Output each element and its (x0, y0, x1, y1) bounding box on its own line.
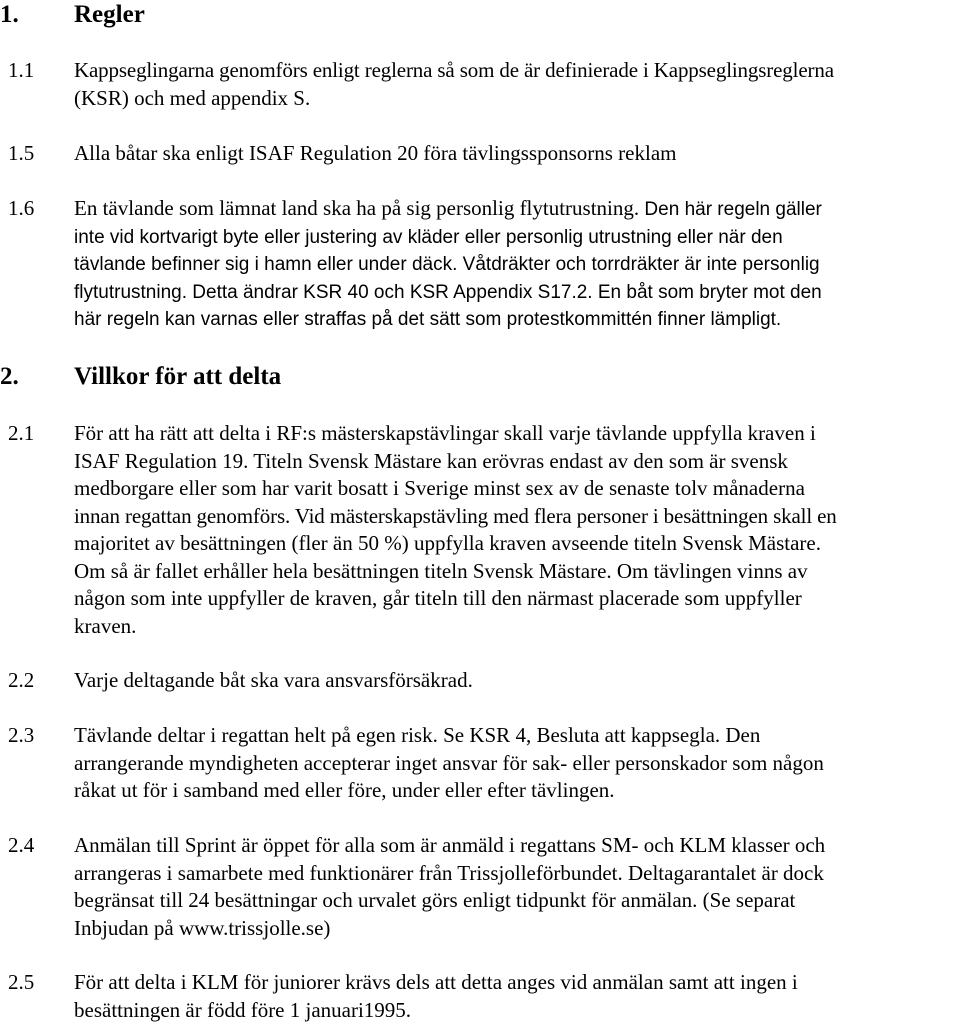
rule-text (74, 140, 956, 168)
rule-text-segment: En tävlande som lämnat land ska ha på sig personlig flytutrustning. (74, 196, 640, 220)
rule-number: 1.6 (8, 196, 35, 220)
rule-number: 2.5 (8, 970, 35, 994)
rule-text-line: majoritet av besättningen (fler än 50 %) uppfylla kraven avseende titeln Svensk Mästare. (74, 531, 821, 555)
rule-number: 1.5 (8, 141, 35, 165)
rule-text-line: begränsat till 24 besättningar och urvalet görs enligt tidpunkt för anmälan. (Se separat (74, 888, 796, 912)
rule-text (74, 195, 956, 334)
rule-text-line: här regeln kan varnas eller straffas på det sätt som protestkommittén finner lämpligt. (74, 309, 782, 330)
section-title: Villkor för att delta (74, 363, 282, 390)
section-number: 1. (0, 1, 19, 28)
rule-text-line: ISAF Regulation 19. Titeln Svensk Mästare kan erövras endast av den som är svensk (74, 448, 788, 473)
rule-text-line: innan regattan genomförs. Vid mästerskapstävling med flera personer i besättningen skall en (74, 503, 837, 528)
rule-text-segment: Den här regeln gäller (639, 199, 822, 220)
rule-text (74, 969, 956, 1024)
rule-text-line: arrangeras i samarbete med funktionärer från Trissjolleförbundet. Deltagarantalet är dock (74, 860, 824, 885)
rule-text (74, 57, 956, 112)
rule-text (74, 420, 956, 640)
rule-text-line: besättningen är född före 1 januari1995. (74, 997, 412, 1022)
rule-text-line: Tävlande deltar i regattan helt på egen risk. Se KSR 4, Besluta att kappsegla. Den (74, 723, 761, 747)
rule-text-line: råkat ut för i samband med eller före, under eller efter tävlingen. (74, 778, 615, 802)
rule-text-line: flytutrustning. Detta ändrar KSR 40 och KSR Appendix S17.2. En båt som bryter mot den (74, 281, 822, 303)
rule-text-line: Kappseglingarna genomförs enligt reglerna så som de är definierade i Kappseglingsreglerna (74, 58, 834, 82)
rule-text-line: För att delta i KLM för juniorer krävs dels att detta anges vid anmälan samt att ingen i (74, 970, 798, 994)
rule-text-line: kraven. (74, 613, 137, 638)
rule-text-line: Anmälan till Sprint är öppet för alla som är anmäld i regattans SM- och KLM klasser och (74, 833, 826, 857)
rule-text-line: arrangerande myndigheten accepterar inget ansvar för sak- eller personskador som någon (74, 750, 824, 775)
rule-text-line: någon som inte uppfyller de kraven, går titeln till den närmast placerade som uppfyller (74, 586, 802, 610)
rule-text (74, 832, 956, 942)
rule-number: 2.2 (8, 668, 35, 692)
rule-text-line: Varje deltagande båt ska vara ansvarsförsäkrad. (74, 668, 473, 692)
rule-number: 2.4 (8, 833, 35, 857)
rule-text (74, 722, 956, 805)
rule-number: 1.1 (8, 58, 35, 82)
section-number: 2. (0, 363, 19, 390)
rule-text-line: För att ha rätt att delta i RF:s mästerskapstävlingar skall varje tävlande uppfylla kraven i (74, 421, 816, 445)
rule-text-line: (KSR) och med appendix S. (74, 85, 311, 110)
rule-text-line: Inbjudan på www.trissjolle.se) (74, 915, 331, 940)
rule-text-line: inte vid kortvarigt byte eller justering av kläder eller personlig utrustning eller när den (74, 226, 783, 248)
rule-text (74, 667, 956, 695)
rule-text-line: tävlande befinner sig i hamn eller under däck. Våtdräkter och torrdräkter är inte personlig (74, 254, 820, 275)
rule-text-line: Alla båtar ska enligt ISAF Regulation 20 föra tävlingssponsorns reklam (74, 141, 677, 165)
rule-text-line: medborgare eller som har varit bosatt i Sverige minst sex av de senaste tolv månaderna (74, 476, 805, 500)
rule-number: 2.3 (8, 723, 35, 747)
section-title: Regler (74, 1, 145, 28)
rule-text-line: Om så är fallet erhåller hela besättningen titeln Svensk Mästare. Om tävlingen vinns av (74, 558, 808, 583)
rule-text-line (74, 195, 956, 224)
rule-number: 2.1 (8, 421, 35, 445)
